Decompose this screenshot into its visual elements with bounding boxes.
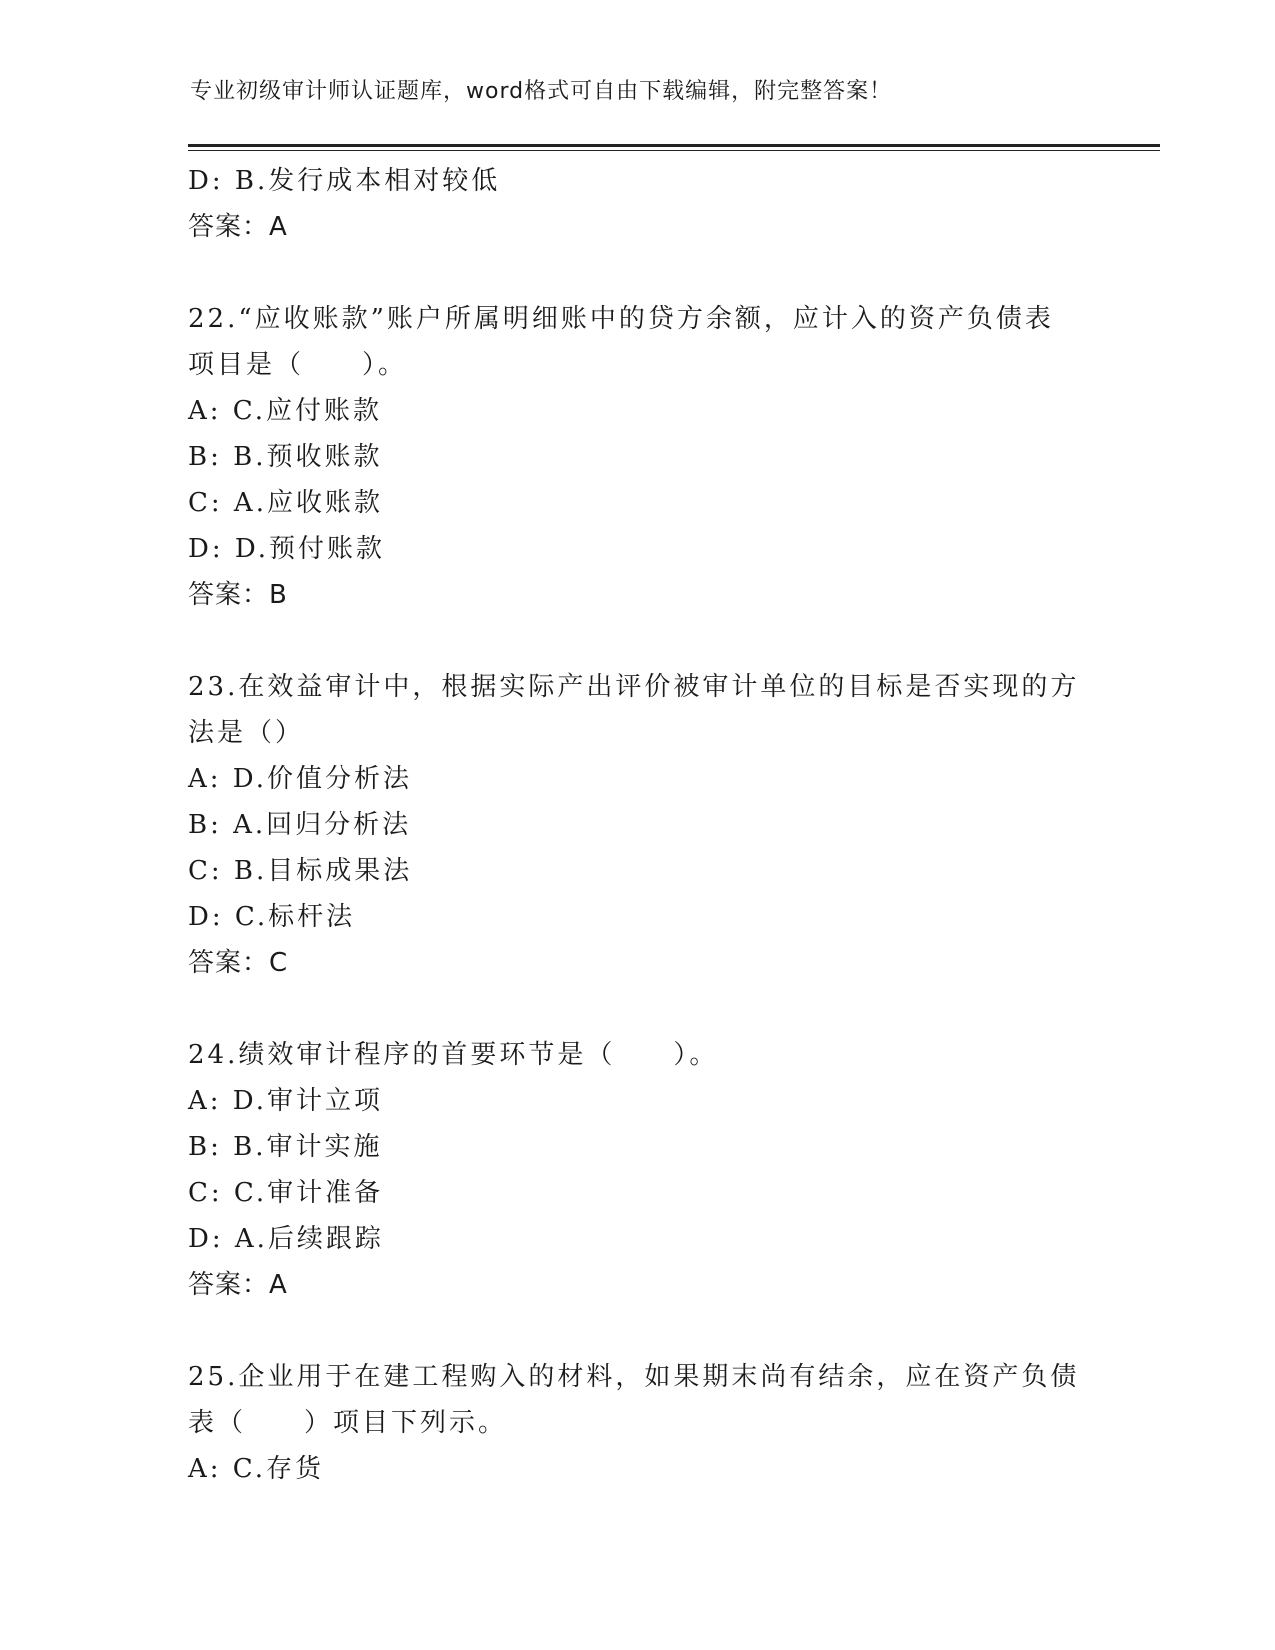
option-c: C: B.目标成果法 (188, 856, 413, 886)
option-a: A: C.应付账款 (188, 396, 383, 426)
option-a: A: C.存货 (188, 1454, 325, 1484)
document-body (188, 158, 1088, 1492)
spacer (188, 250, 1088, 296)
spacer (188, 1308, 1088, 1354)
question-block-25 (188, 1354, 1088, 1492)
answer-line: 答案：A (188, 1270, 288, 1300)
question-text-cont: 法是（） (188, 718, 305, 748)
answer-line: 答案：B (188, 580, 288, 610)
spacer (188, 618, 1088, 664)
option-c: C: C.审计准备 (188, 1178, 384, 1208)
option-d: D: C.标杆法 (188, 902, 356, 932)
page-header: 专业初级审计师认证题库，word格式可自由下载编辑，附完整答案！ (190, 79, 893, 104)
option-a: A: D.价值分析法 (188, 764, 412, 794)
option-d: D: D.预付账款 (188, 534, 386, 564)
question-text: 23.在效益审计中，根据实际产出评价被审计单位的目标是否实现的方 (188, 672, 1080, 702)
question-text-cont: 项目是（ ）。 (188, 350, 408, 380)
option-a: A: D.审计立项 (188, 1086, 383, 1116)
question-block-24 (188, 1032, 1088, 1308)
option-d: D: B.发行成本相对较低 (188, 166, 501, 196)
answer-line: 答案：A (188, 212, 288, 242)
question-block-23 (188, 664, 1088, 986)
header-rule-thick (188, 144, 1160, 147)
question-text: 22.“应收账款”账户所属明细账中的贷方余额，应计入的资产负债表 (188, 304, 1054, 334)
question-text: 25.企业用于在建工程购入的材料，如果期末尚有结余，应在资产负债 (188, 1362, 1080, 1392)
header-rule-thin (188, 150, 1160, 151)
option-b: B: B.审计实施 (188, 1132, 383, 1162)
option-b: B: B.预收账款 (188, 442, 383, 472)
question-text: 24.绩效审计程序的首要环节是（ ）。 (188, 1040, 719, 1070)
option-c: C: A.应收账款 (188, 488, 383, 518)
option-b: B: A.回归分析法 (188, 810, 412, 840)
option-d: D: A.后续跟踪 (188, 1224, 384, 1254)
spacer (188, 986, 1088, 1032)
question-block-22 (188, 296, 1088, 618)
question-text-cont: 表（ ）项目下列示。 (188, 1408, 508, 1438)
answer-line: 答案：C (188, 948, 289, 978)
